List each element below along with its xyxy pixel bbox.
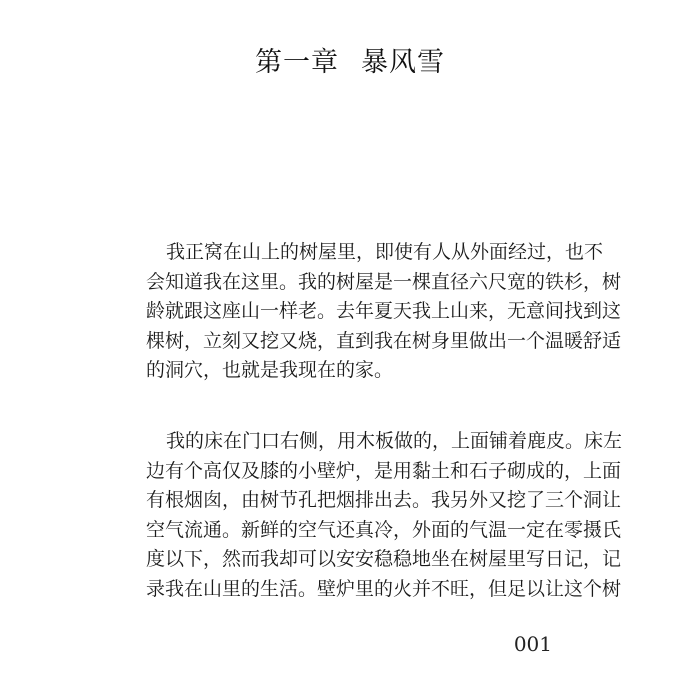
chapter-heading	[0, 40, 700, 79]
chapter-number: 第一章	[255, 47, 339, 78]
page-number: 001	[513, 632, 552, 656]
chapter-title: 暴风雪	[361, 47, 445, 78]
paragraph-line: 我的床在门口右侧，用木板做的，上面铺着鹿皮。床左	[166, 430, 623, 452]
paragraph-line: 空气流通。新鲜的空气还真冷，外面的气温一定在零摄氏	[146, 518, 622, 541]
paragraph-1	[146, 238, 622, 386]
paragraph-line: 龄就跟这座山一样老。去年夏天我上山来，无意间找到这	[146, 300, 622, 322]
paragraph-line: 棵树，立刻又挖又烧，直到我在树身里做出一个温暖舒适	[146, 329, 622, 352]
paragraph-line: 的洞穴，也就是我现在的家。	[146, 359, 394, 381]
paragraph-line: 边有个高仅及膝的小壁炉，是用黏土和石子砌成的，上面	[146, 459, 622, 482]
paragraph-line: 录我在山里的生活。壁炉里的火并不旺，但足以让这个树	[146, 577, 622, 600]
paragraph-line: 会知道我在这里。我的树屋是一棵直径六尺宽的铁杉，树	[146, 270, 622, 293]
paragraph-line: 度以下，然而我却可以安安稳稳地坐在树屋里写日记，记	[146, 548, 622, 570]
paragraph-line: 有根烟囱，由树节孔把烟排出去。我另外又挖了三个洞让	[146, 489, 622, 511]
paragraph-line: 我正窝在山上的树屋里，即使有人从外面经过，也不	[166, 241, 604, 263]
paragraph-2	[146, 427, 623, 604]
